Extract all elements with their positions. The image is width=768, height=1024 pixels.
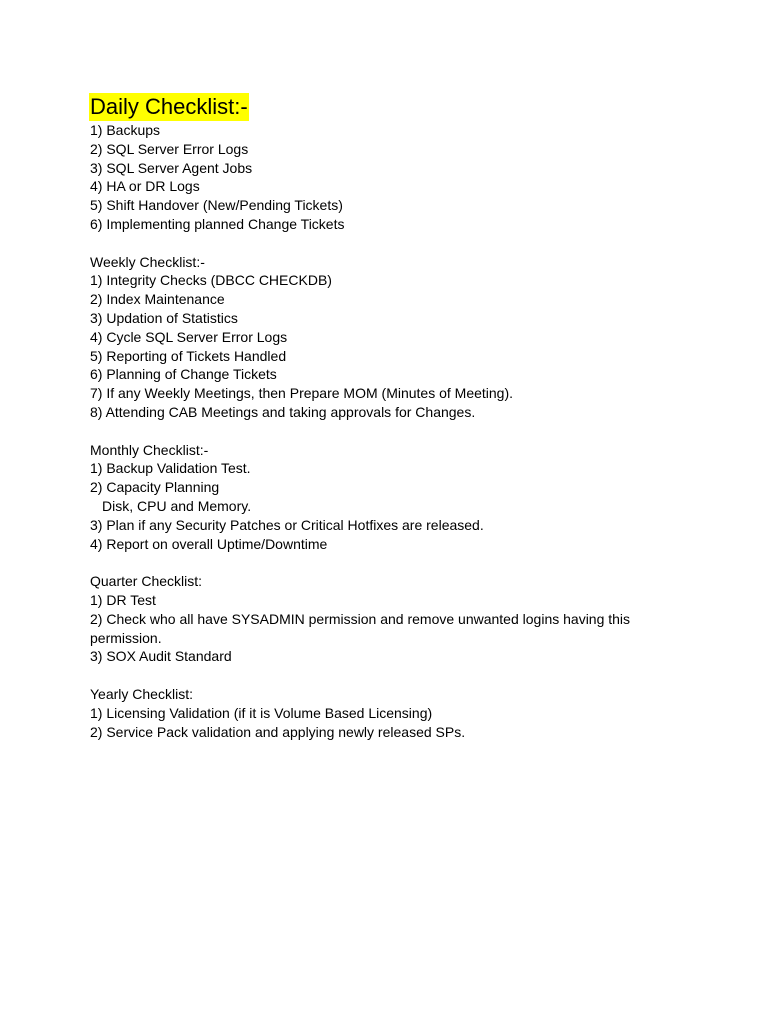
yearly-item: 2) Service Pack validation and applying newly released SPs. — [90, 723, 466, 740]
section-spacer — [90, 666, 710, 685]
weekly-item: 4) Cycle SQL Server Error Logs — [90, 328, 288, 345]
daily-checklist-heading: Daily Checklist:- — [90, 94, 248, 119]
section-spacer — [90, 422, 710, 441]
monthly-item: 1) Backup Validation Test. — [90, 460, 251, 477]
weekly-checklist-heading: Weekly Checklist:- — [90, 253, 205, 270]
weekly-item: 3) Updation of Statistics — [90, 309, 238, 326]
weekly-item: 8) Attending CAB Meetings and taking approvals for Changes. — [90, 403, 476, 420]
section-spacer — [90, 553, 710, 572]
daily-item: 4) HA or DR Logs — [90, 178, 200, 195]
monthly-item: 2) Capacity Planning — [90, 479, 220, 496]
weekly-item: 1) Integrity Checks (DBCC CHECKDB) — [90, 272, 332, 289]
quarter-item-continuation: permission. — [90, 629, 162, 646]
section-spacer — [90, 234, 710, 253]
yearly-item: 1) Licensing Validation (if it is Volume Based Licensing) — [90, 704, 433, 721]
daily-item: 6) Implementing planned Change Tickets — [90, 215, 345, 232]
weekly-item: 6) Planning of Change Tickets — [90, 366, 277, 383]
quarter-item: 3) SOX Audit Standard — [90, 648, 232, 665]
monthly-section — [90, 441, 710, 554]
quarter-checklist-heading: Quarter Checklist: — [90, 573, 203, 590]
quarter-item: 1) DR Test — [90, 591, 156, 608]
yearly-checklist-heading: Yearly Checklist: — [90, 685, 193, 702]
document-page — [90, 93, 710, 741]
weekly-item: 7) If any Weekly Meetings, then Prepare MOM (Minutes of Meeting). — [90, 385, 514, 402]
daily-item: 1) Backups — [90, 122, 161, 138]
weekly-item: 5) Reporting of Tickets Handled — [90, 347, 287, 364]
yearly-section — [90, 685, 710, 741]
monthly-checklist-heading: Monthly Checklist:- — [90, 441, 209, 458]
monthly-item: 3) Plan if any Security Patches or Critical Hotfixes are released. — [90, 516, 484, 533]
daily-item: 2) SQL Server Error Logs — [90, 140, 249, 157]
monthly-item: 4) Report on overall Uptime/Downtime — [90, 535, 328, 552]
quarter-item: 2) Check who all have SYSADMIN permission and remove unwanted logins having this — [90, 610, 631, 627]
monthly-subitem: Disk, CPU and Memory. — [102, 497, 252, 514]
daily-section — [90, 93, 710, 234]
quarter-section — [90, 572, 710, 666]
weekly-item: 2) Index Maintenance — [90, 291, 225, 308]
daily-item: 3) SQL Server Agent Jobs — [90, 159, 253, 176]
daily-item: 5) Shift Handover (New/Pending Tickets) — [90, 197, 343, 214]
weekly-section — [90, 253, 710, 422]
